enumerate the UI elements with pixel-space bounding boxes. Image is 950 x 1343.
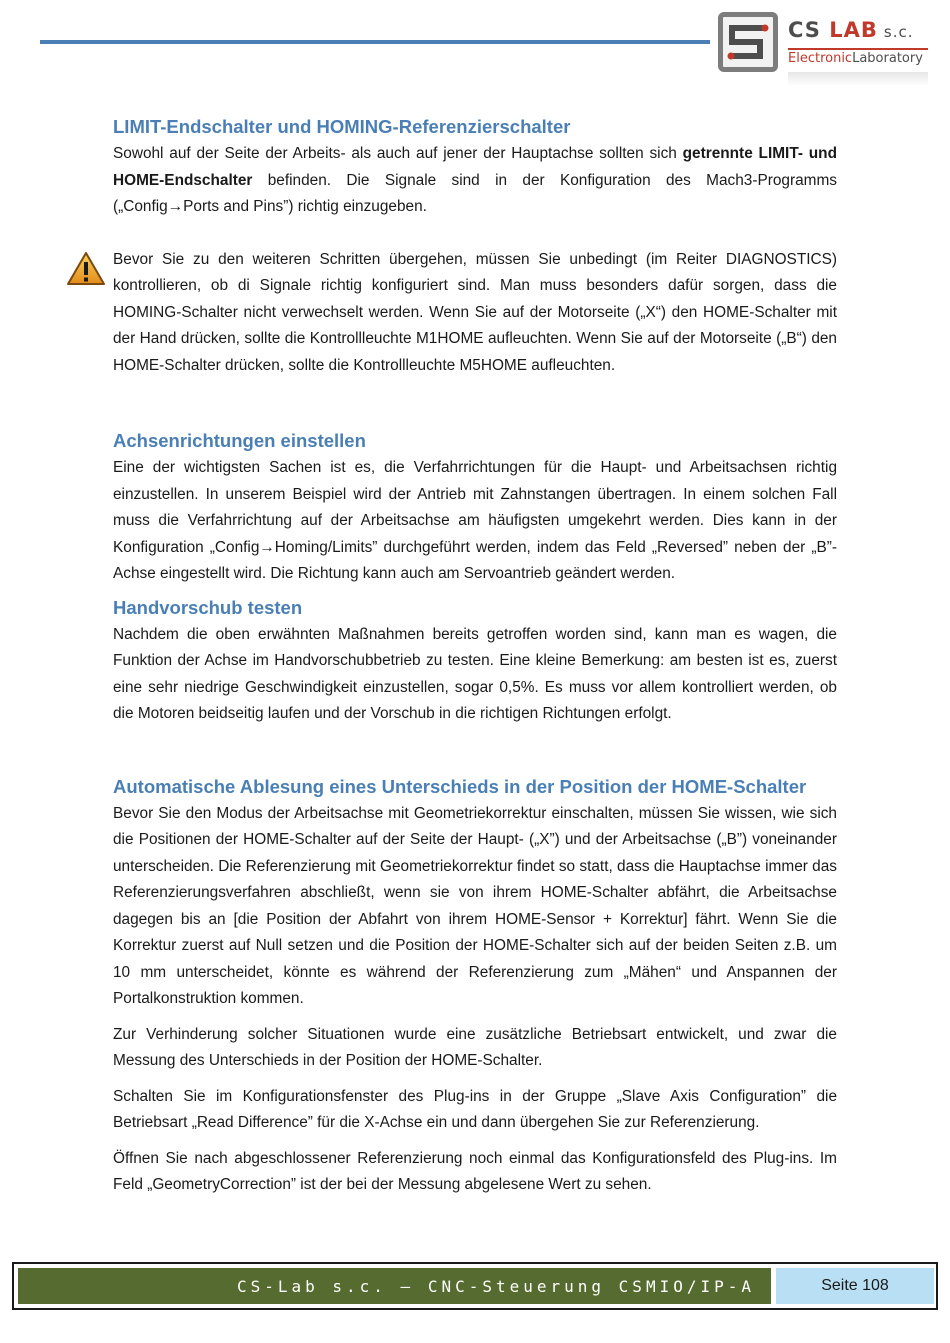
warning-text: Bevor Sie zu den weiteren Schritten übergehen, müssen Sie unbedingt (im Reiter DIAGNOSTICS) kontrollieren, ob di Signale richtig konfiguriert sind. Man muss besonders dafür sorgen, dass die HOMING-Schalter nicht verwechselt werden. Wenn Sie auf der Motorseite („X“) den HOME-Schalter mit der Hand drücken, sollte die Kontrollleuchte M1HOME aufleuchten. Wenn Sie auf der Motorseite („B“) den HOME-Schalter drücken, sollte die Kontrollleuchte M5HOME aufleuchten.: [113, 250, 837, 374]
paragraph-read-difference-1: Bevor Sie den Modus der Arbeitsachse mit Geometriekorrektur einschalten, müssen Sie wissen, wie sich die Positionen der HOME-Schalter auf der Seite der Haupt- („X”) und der Arbeitsachse („B”) voneinander unterscheiden. Die Referenzierung mit Geometriekorrektur findet so statt, dass die Hauptachse immer das Referenzierungsverfahren abschließt, wenn sie von ihrem HOME-Schalter abfährt, die Arbeitsachse dagegen bis an [die Position der Abfahrt von ihrem HOME-Sensor + Korrektur] fährt. Wenn Sie die Korrektur zuerst auf Null setzen und die Position der HOME-Schalter sich auf der beiden Seiten z.B. um 10 mm unterscheidet, könnte es während der Referenzierung zum „Mähen“ und Anspannen der Portalkonstruktion kommen.: [113, 804, 837, 1007]
header-rule: [40, 40, 710, 44]
section-title-jog-test: Handvorschub testen: [113, 596, 303, 618]
paragraph-read-difference-2: Zur Verhinderung solcher Situationen wurde eine zusätzliche Betriebsart entwickelt, und zwar die Messung des Unterschieds in der Position der HOME-Schalter.: [113, 1025, 837, 1069]
page-footer: [12, 1262, 938, 1310]
section-title-read-difference: Automatische Ablesung eines Unterschieds in der Position der HOME-Schalter: [113, 775, 807, 797]
logo-reflection: [788, 72, 928, 86]
section-title-limit: LIMIT-Endschalter und HOMING-Referenzierschalter: [113, 116, 571, 137]
cslab-logo: [718, 12, 933, 90]
paragraph-read-difference-3: Schalten Sie im Konfigurationsfenster des Plug-ins in der Gruppe „Slave Axis Configuration” die Betriebsart „Read Difference” für die X-Achse ein und dann übergehen Sie zur Referenzierung.: [113, 1087, 837, 1131]
warning-icon: [66, 251, 106, 287]
logo-subtitle: ElectronicLaboratory: [788, 48, 928, 66]
cslab-logo-mark: [718, 12, 778, 72]
paragraph-limit: Sowohl auf der Seite der Arbeits- als auch auf jener der Hauptachse sollten sich getrennte LIMIT- und HOME-Endschalter befinden. Die Signale sind in der Konfiguration des Mach3-Programms („Config→Ports and Pins”) richtig einzugeben.: [113, 145, 837, 215]
warning-block: [113, 247, 837, 380]
section-title-axis-direction: Achsenrichtungen einstellen: [113, 430, 366, 451]
paragraph-read-difference-4: Öffnen Sie nach abgeschlossener Referenzierung noch einmal das Konfigurationsfeld des Plug-ins. Im Feld „GeometryCorrection” ist der bei der Messung abgelesene Wert zu sehen.: [113, 1149, 837, 1193]
paragraph-jog-test: Nachdem die oben erwähnten Maßnahmen bereits getroffen worden sind, kann man es wagen, die Funktion der Achse im Handvorschubbetrieb zu testen. Eine kleine Bemerkung: am besten ist es, zuerst eine sehr niedrige Geschwindigkeit einzustellen, sogar 0,5%. Es muss vor allem kontrolliert werden, ob die Motoren beidseitig laufen und der Vorschub in die richtigen Richtungen erfolgt.: [113, 625, 837, 722]
page-content: [113, 113, 837, 1199]
logo-name: CS LAB s.c.: [788, 18, 914, 42]
footer-title: CS-Lab s.c. – CNC-Steuerung CSMIO/IP-A: [18, 1268, 771, 1304]
paragraph-axis-direction: Eine der wichtigsten Sachen ist es, die Verfahrrichtungen für die Haupt- und Arbeitsachsen richtig einzustellen. In unserem Beispiel wird der Antrieb mit Zahnstangen übertragen. In einem solchen Fall muss die Verfahrrichtung auf der Arbeitsachse am häufigsten umgekehrt werden. Dies kann in der Konfiguration „Config→Homing/Limits” durchgeführt werden, indem das Feld „Reversed” neben der „B”-Achse eingestellt wird. Die Richtung kann auch am Servoantrieb geändert werden.: [113, 459, 837, 582]
page-number: Seite 108: [776, 1268, 934, 1304]
